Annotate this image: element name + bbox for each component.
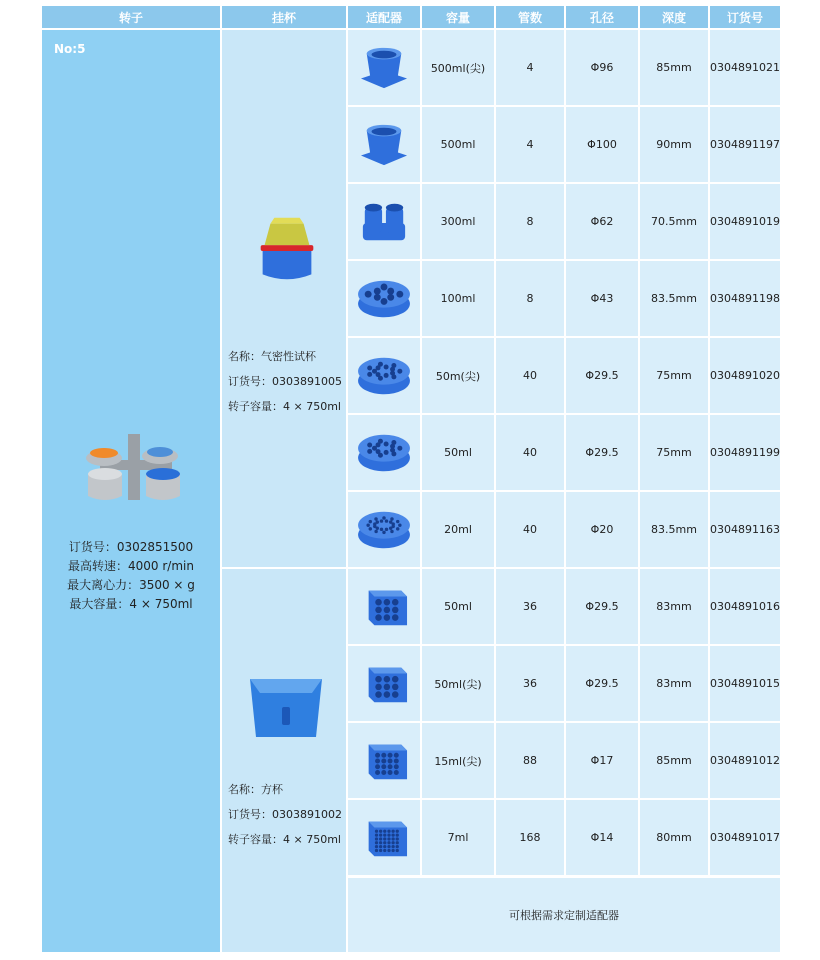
adapter-image-cell	[348, 492, 420, 567]
bucket-rotor-capacity: 转子容量：4 × 750ml	[228, 833, 341, 846]
order-number-cell: 0304891012	[710, 723, 780, 798]
order-number-cell: 0304891197	[710, 107, 780, 182]
capacity-cell: 50ml(尖)	[422, 646, 494, 721]
hole-diameter-cell: Φ29.5	[566, 338, 638, 413]
custom-adapter-note: 可根据需求定制适配器	[348, 878, 780, 952]
adapter-image-cell	[348, 107, 420, 182]
adapter-image-cell	[348, 800, 420, 875]
adapter-image-cell	[348, 184, 420, 259]
capacity-cell: 300ml	[422, 184, 494, 259]
depth-cell: 83mm	[640, 569, 708, 644]
hole-diameter-cell: Φ96	[566, 30, 638, 105]
capacity-cell: 20ml	[422, 492, 494, 567]
tube-count-cell: 168	[496, 800, 564, 875]
hole-diameter-cell: Φ43	[566, 261, 638, 336]
order-number-cell: 0304891017	[710, 800, 780, 875]
depth-cell: 75mm	[640, 338, 708, 413]
oval-8-hole-adapter-icon	[355, 275, 413, 323]
oval-multi-hole-adapter-icon	[355, 352, 413, 400]
adapter-image-cell	[348, 30, 420, 105]
hole-diameter-cell: Φ29.5	[566, 569, 638, 644]
bucket-order-number: 订货号：0303891002	[228, 808, 342, 821]
bucket-panel-airtight	[222, 30, 346, 567]
depth-cell: 85mm	[640, 30, 708, 105]
capacity-cell: 500ml	[422, 107, 494, 182]
adapter-image-cell	[348, 261, 420, 336]
rotor-panel	[42, 30, 220, 952]
adapter-image-cell	[348, 415, 420, 490]
square-9-hole-adapter-icon	[355, 660, 413, 708]
depth-cell: 83.5mm	[640, 261, 708, 336]
depth-cell: 90mm	[640, 107, 708, 182]
header-order: 订货号	[710, 6, 780, 28]
order-number-cell: 0304891020	[710, 338, 780, 413]
tube-count-cell: 40	[496, 338, 564, 413]
capacity-cell: 500ml(尖)	[422, 30, 494, 105]
hole-diameter-cell: Φ29.5	[566, 415, 638, 490]
hole-diameter-cell: Φ100	[566, 107, 638, 182]
tube-count-cell: 36	[496, 646, 564, 721]
header-hole: 孔径	[566, 6, 638, 28]
bucket-name: 名称：气密性试杯	[228, 350, 316, 363]
adapter-image-cell	[348, 569, 420, 644]
bucket-panel-square	[222, 569, 346, 952]
depth-cell: 70.5mm	[640, 184, 708, 259]
rotor-order-number: 订货号：0302851500	[68, 540, 194, 554]
rotor-image-icon	[80, 428, 190, 508]
rotor-max-capacity: 最大容量：4 × 750ml	[69, 597, 193, 611]
header-adapter: 适配器	[348, 6, 420, 28]
capacity-cell: 7ml	[422, 800, 494, 875]
bucket-order-number: 订货号：0303891005	[228, 375, 342, 388]
hole-diameter-cell: Φ62	[566, 184, 638, 259]
round-cup-adapter-icon	[355, 121, 413, 169]
depth-cell: 83.5mm	[640, 492, 708, 567]
rotor-info	[42, 538, 220, 614]
header-tubes: 管数	[496, 6, 564, 28]
bucket-info-square	[228, 777, 342, 852]
tube-count-cell: 4	[496, 30, 564, 105]
rotor-number: No:5	[54, 42, 86, 56]
order-number-cell: 0304891016	[710, 569, 780, 644]
tube-count-cell: 40	[496, 492, 564, 567]
bucket-rotor-capacity: 转子容量：4 × 750ml	[228, 400, 341, 413]
capacity-cell: 15ml(尖)	[422, 723, 494, 798]
capacity-cell: 50ml	[422, 569, 494, 644]
capacity-cell: 50m(尖)	[422, 338, 494, 413]
order-number-cell: 0304891021	[710, 30, 780, 105]
hole-diameter-cell: Φ29.5	[566, 646, 638, 721]
order-number-cell: 0304891019	[710, 184, 780, 259]
adapter-image-cell	[348, 338, 420, 413]
square-dense-hole-adapter-icon	[355, 814, 413, 862]
hole-diameter-cell: Φ14	[566, 800, 638, 875]
bucket-info-airtight	[228, 344, 342, 419]
tube-count-cell: 8	[496, 184, 564, 259]
tube-count-cell: 4	[496, 107, 564, 182]
rotor-max-force: 最大离心力：3500 × g	[67, 578, 195, 592]
airtight-bucket-icon	[252, 210, 322, 288]
order-number-cell: 0304891015	[710, 646, 780, 721]
tube-count-cell: 40	[496, 415, 564, 490]
round-funnel-adapter-icon	[355, 44, 413, 92]
bucket-name: 名称：方杯	[228, 783, 283, 796]
hole-diameter-cell: Φ17	[566, 723, 638, 798]
hole-diameter-cell: Φ20	[566, 492, 638, 567]
header-capacity: 容量	[422, 6, 494, 28]
square-bucket-icon	[246, 669, 326, 741]
order-number-cell: 0304891199	[710, 415, 780, 490]
tube-count-cell: 8	[496, 261, 564, 336]
square-9-hole-adapter-icon	[355, 583, 413, 631]
tube-count-cell: 88	[496, 723, 564, 798]
capacity-cell: 50ml	[422, 415, 494, 490]
oval-multi-hole-adapter-icon	[355, 429, 413, 477]
oval-dense-hole-adapter-icon	[355, 506, 413, 554]
header-depth: 深度	[640, 6, 708, 28]
depth-cell: 80mm	[640, 800, 708, 875]
capacity-cell: 100ml	[422, 261, 494, 336]
order-number-cell: 0304891198	[710, 261, 780, 336]
depth-cell: 85mm	[640, 723, 708, 798]
adapter-image-cell	[348, 646, 420, 721]
tube-count-cell: 36	[496, 569, 564, 644]
square-16-hole-adapter-icon	[355, 737, 413, 785]
header-rotor: 转子	[42, 6, 220, 28]
adapter-image-cell	[348, 723, 420, 798]
double-cup-adapter-icon	[355, 198, 413, 246]
rotor-max-speed: 最高转速：4000 r/min	[68, 559, 194, 573]
header-bucket: 挂杯	[222, 6, 346, 28]
depth-cell: 83mm	[640, 646, 708, 721]
depth-cell: 75mm	[640, 415, 708, 490]
order-number-cell: 0304891163	[710, 492, 780, 567]
